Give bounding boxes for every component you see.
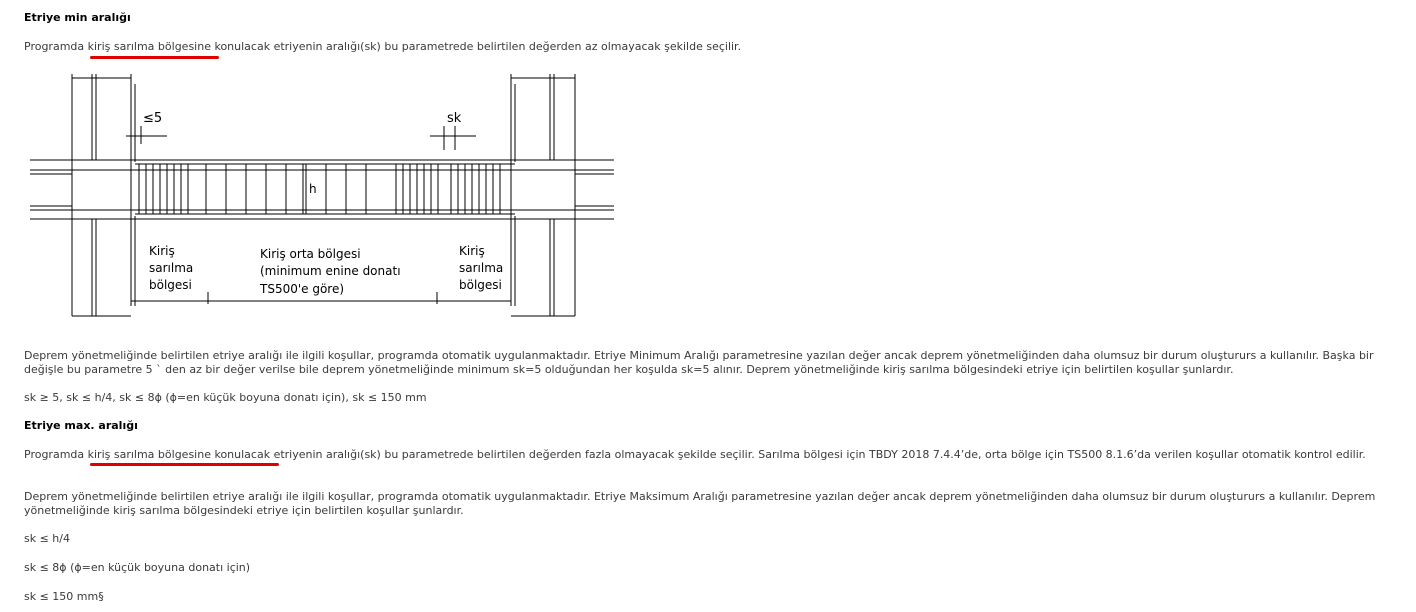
min-spacing-intro: Programda kiriş sarılma bölgesine konulacak etriyenin aralığı(sk) bu parametrede belirtilen değerden az olmayacak şekilde seçilir. (24, 40, 742, 53)
left-zone-line1: Kiriş (149, 244, 175, 258)
red-underline (90, 463, 279, 466)
right-zone-line1: Kiriş (459, 244, 485, 258)
max-condition-2: sk ≤ 8ϕ (ϕ=en küçük boyuna donatı için) (24, 561, 251, 574)
label-h: h (309, 182, 317, 196)
beam-stirrup-diagram (30, 74, 620, 324)
label-le5: ≤5 (143, 111, 163, 126)
min-spacing-paragraph: Deprem yönetmeliğinde belirtilen etriye aralığı ile ilgili koşullar, programda otomatik uygulanmaktadır. Etriye Minimum Aralığı parametresine yazılan değer ancak deprem yönetmeliğinden daha olumsuz bir durum oluştururs a kullanılır. Başka bir değişle bu parametre 5 ` den az bir değer verilse bile deprem yönetmeliğinde minimum sk=5 olduğundan her koşulda sk=5 alınır. Deprem yönetmeliğinde kiriş sarılma bölgesindeki etriye için belirtilen koşullar şunlardır. (24, 349, 1374, 376)
middle-zone-line3: TS500'e göre) (260, 282, 345, 296)
min-spacing-conditions: sk ≥ 5, sk ≤ h/4, sk ≤ 8ϕ (ϕ=en küçük boyuna donatı için), sk ≤ 150 mm (24, 391, 427, 404)
max-spacing-paragraph: Deprem yönetmeliğinde belirtilen etriye aralığı ile ilgili koşullar, programda otomatik uygulanmaktadır. Etriye Maksimum Aralığı parametresine yazılan değer ancak deprem yönetmeliğinden daha olumsuz bir durum oluştururs a kullanılır. Deprem yönetmeliğinde kiriş sarılma bölgesindeki etriye için belirtilen koşullar şunlardır. (24, 490, 1376, 517)
left-zone-line3: bölgesi (149, 278, 192, 292)
max-condition-1: sk ≤ h/4 (24, 532, 70, 545)
right-zone-line2: sarılma (459, 261, 504, 275)
middle-zone-line2: (minimum enine donatı (260, 264, 401, 278)
right-zone-line3: bölgesi (459, 278, 502, 292)
max-condition-3: sk ≤ 150 mm§ (24, 590, 104, 603)
red-underline (90, 56, 219, 59)
left-zone-line2: sarılma (149, 261, 194, 275)
label-sk: sk (447, 111, 462, 126)
middle-zone-line1: Kiriş orta bölgesi (260, 247, 361, 261)
section-heading-max-spacing: Etriye max. aralığı (24, 419, 138, 432)
section-heading-min-spacing: Etriye min aralığı (24, 11, 131, 24)
max-spacing-intro: Programda kiriş sarılma bölgesine konulacak etriyenin aralığı(sk) bu parametrede belirtilen değerden fazla olmayacak şekilde seçilir. Sarılma bölgesi için TBDY 2018 7.4.4’de, orta bölge için TS500 8.1.6’da verilen koşullar otomatik kontrol edilir. (24, 448, 1366, 461)
